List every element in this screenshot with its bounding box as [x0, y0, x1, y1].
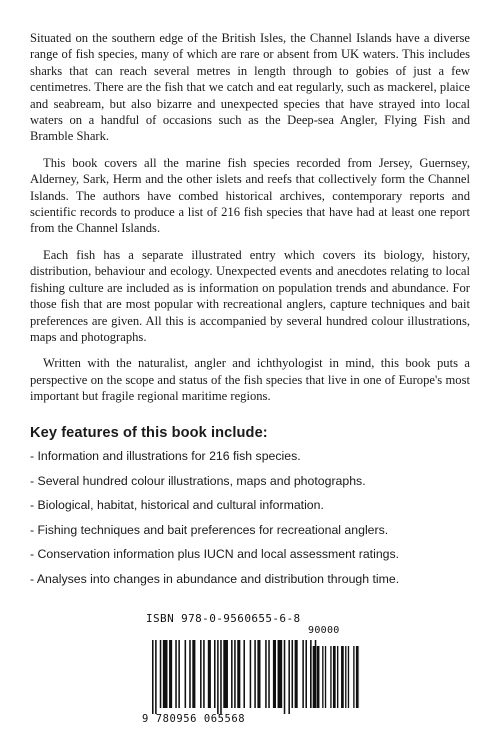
- barcode-addon-code: 90000: [308, 625, 340, 636]
- barcode-bar: [288, 640, 290, 714]
- barcode-bar: [200, 640, 202, 708]
- isbn-barcode-block: [140, 612, 360, 727]
- feature-item: - Analyses into changes in abundance and distribution through time.: [30, 571, 400, 586]
- barcode-bar: [220, 640, 222, 714]
- ean-digits: 9 780956 065568: [142, 713, 246, 725]
- key-features-section: [30, 425, 470, 596]
- isbn-text: ISBN 978-0-9560655-6-8: [146, 612, 301, 625]
- barcode-addon-bar: [310, 646, 311, 708]
- barcode-bar: [273, 640, 276, 708]
- key-features-list: [30, 448, 470, 587]
- barcode-bar: [237, 640, 240, 708]
- barcode-bar: [305, 640, 307, 708]
- description-paragraph-4: Written with the naturalist, angler and ichthyologist in mind, this book puts a perspective on the scope and status of the fish species that live in one of Europe's most important but fragile regional maritime regions.: [30, 356, 470, 404]
- barcode-addon-bar: [356, 646, 359, 708]
- barcode-bar: [217, 640, 219, 714]
- description-text: [30, 30, 470, 405]
- barcode-bar: [268, 640, 270, 708]
- barcode-bar: [192, 640, 195, 708]
- barcode-bar: [243, 640, 245, 708]
- barcode-bar: [175, 640, 177, 708]
- barcode-addon-bar: [313, 646, 316, 708]
- barcode-addon-bar: [353, 646, 354, 708]
- barcode-addon-bar: [345, 646, 346, 708]
- barcode-addon-bar: [325, 646, 326, 708]
- barcode-bar: [295, 640, 298, 708]
- description-paragraph-1: Situated on the southern edge of the British Isles, the Channel Islands have a diverse range of fish species, many of which are rare or absent from UK waters. This includes sharks that can reach several metres in length through to gobies of just a few centimetres. There are the fish that we catch and eat regularly, such as mackerel, plaice and seabream, but also bizarre and unexpected species that have strayed into local waters on a handful of occasions such as the Deep-sea Angler, Flying Fish and Bramble Shark.: [30, 31, 470, 144]
- barcode-bar: [292, 640, 294, 708]
- description-paragraph-2: This book covers all the marine fish species recorded from Jersey, Guernsey, Alderney, Sark, Herm and the other islets and reefs that collectively form the Channel Islands. The authors have combed historical archives, contemporary reports and scientific records to produce a list of 216 fish species that have had at least one report from the Channel Islands.: [30, 155, 470, 236]
- barcode-bar: [254, 640, 256, 708]
- barcode-bar: [250, 640, 252, 708]
- barcode-bar: [214, 640, 216, 708]
- description-paragraph-3: Each fish has a separate illustrated entry which covers its biology, history, distribution, behaviour and ecology. Unexpected events and anecdotes relating to local fishing culture are included as is information on population trends and abundance. For those fish that are most popular with recreational anglers, capture techniques and bait preferences are given. All this is accompanied by several hundred colour illustrations, maps and photographs.: [30, 247, 470, 344]
- barcode-bar: [234, 640, 236, 708]
- barcode-addon-bar: [337, 646, 338, 708]
- barcode-bar: [284, 640, 286, 714]
- barcode-bar: [257, 640, 260, 708]
- barcode-bar: [163, 640, 168, 708]
- barcode-bar: [302, 640, 304, 708]
- barcode-addon-bar: [333, 646, 336, 708]
- barcode-addon-bar: [341, 646, 344, 708]
- barcode-bar: [278, 640, 283, 708]
- barcode-bar: [231, 640, 233, 708]
- barcode-addon-bar: [322, 646, 323, 708]
- barcode-addon-bar: [348, 646, 349, 708]
- feature-item: - Biological, habitat, historical and cultural information.: [30, 498, 324, 513]
- barcode-bar: [203, 640, 205, 708]
- barcode-bar: [265, 640, 267, 708]
- barcode-bar: [155, 640, 157, 714]
- barcode-bar: [152, 640, 154, 714]
- feature-item: - Fishing techniques and bait preferences for recreational anglers.: [30, 522, 389, 537]
- barcode-bar: [189, 640, 191, 708]
- barcode-bar: [223, 640, 228, 708]
- barcode-image: [140, 626, 360, 714]
- feature-item: - Several hundred colour illustrations, maps and photographs.: [30, 473, 366, 488]
- barcode-bar: [208, 640, 211, 708]
- barcode-bar: [160, 640, 162, 708]
- barcode-addon-bar: [317, 646, 320, 708]
- barcode-bar: [178, 640, 180, 708]
- feature-item: - Conservation information plus IUCN and local assessment ratings.: [30, 547, 400, 562]
- key-features-heading: Key features of this book include:: [30, 425, 268, 441]
- feature-item: - Information and illustrations for 216 fish species.: [30, 449, 301, 463]
- barcode-addon-bar: [330, 646, 331, 708]
- barcode-bar: [169, 640, 172, 708]
- barcode-bar: [185, 640, 187, 708]
